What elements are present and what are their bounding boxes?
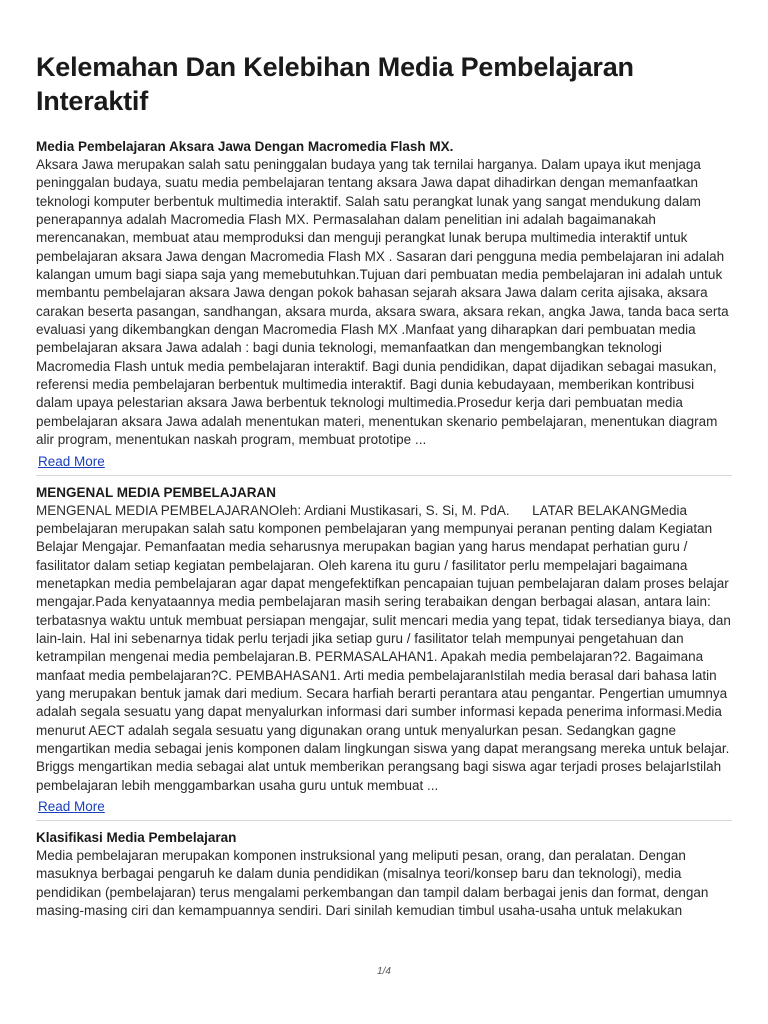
document-page	[36, 50, 732, 928]
page-number: 1/4	[377, 966, 391, 977]
article-heading: MENGENAL MEDIA PEMBELAJARAN	[36, 484, 277, 500]
article-body: MENGENAL MEDIA PEMBELAJARANOleh: Ardiani Mustikasari, S. Si, M. PdA. LATAR BELAKANGMedia pembelajaran merupakan salah satu komponen pembelajaran yang mempunyai peranan penting dalam Kegiatan Belajar Mengajar. Pemanfaatan media seharusnya merupakan bagian yang harus mendapat perhatian guru / fasilitator dalam setiap kegiatan pembelajaran. Oleh karena itu guru / fasilitator perlu mempelajari bagaimana menetapkan media pembelajaran agar dapat mengefektifkan pencapaian tujuan pembelajaran dalam proses belajar mengajar.Pada kenyataannya media pembelajaran masih sering terabaikan dengan berbagai alasan, antara lain: terbatasnya waktu untuk membuat persiapan mengajar, sulit mencari media yang tepat, tidak tersedianya biaya, dan lain-lain. Hal ini sebenarnya tidak perlu terjadi jika setiap guru / fasilitator telah mempunyai pengetahuan dan ketrampilan mengenai media pembelajaran.B. PERMASALAHAN1. Apakah media pembelajaran?2. Bagaimana manfaat media pembelajaran?C. PEMBAHASAN1. Arti media pembelajaranIstilah media berasal dari bahasa latin yang merupakan bentuk jamak dari medium. Secara harfiah berarti perantara atau pengantar. Pengertian umumnya adalah segala sesuatu yang dapat menyalurkan informasi dari sumber informasi kepada penerima informasi.Media menurut AECT adalah segala sesuatu yang digunakan orang untuk menyalurkan pesan. Sedangkan gagne mengartikan media sebagai jenis komponen dalam lingkungan siswa yang dapat merangsang mereka untuk belajar. Briggs mengartikan media sebagai alat untuk memberikan perangsang bagi siswa agar terjadi proses belajarIstilah pembelajaran lebih menggambarkan usaha guru untuk membuat ...	[36, 502, 731, 793]
article-item	[36, 138, 732, 476]
article-body: Media pembelajaran merupakan komponen instruksional yang meliputi pesan, orang, dan peralatan. Dengan masuknya berbagai pengaruh ke dalam dunia pendidikan (misalnya teori/konsep baru dan teknologi), media pendidikan (pembelajaran) terus mengalami perkembangan dan tampil dalam berbagai jenis dan format, dengan masing-masing ciri dan kemampuannya sendiri. Dari sinilah kemudian timbul usaha-usaha untuk melakukan	[36, 848, 709, 919]
page-title: Kelemahan Dan Kelebihan Media Pembelajaran Interaktif	[36, 52, 634, 116]
article-body: Aksara Jawa merupakan salah satu peninggalan budaya yang tak ternilai harganya. Dalam upaya ikut menjaga peninggalan budaya, suatu media pembelajaran tentang aksara Jawa dapat dihadirkan dengan memanfaatkan teknologi komputer berbentuk multimedia interaktif. Salah satu perangkat lunak yang sangat mendukung dalam penerapannya adalah Macromedia Flash MX. Permasalahan dalam penelitian ini adalah bagaimanakah merencanakan, membuat atau memproduksi dan menguji perangkat lunak berupa multimedia interaktif untuk pembelajaran aksara Jawa dengan Macromedia Flash MX . Sasaran dari pengguna media pembelajaran ini adalah kalangan umum bagi siapa saja yang memebutuhkan.Tujuan dari pembuatan media pembelajaran ini adalah untuk membantu pembelajaran aksara Jawa dengan pokok bahasan sejarah aksara Jawa dalam cerita ajisaka, aksara carakan beserta pasangan, sandhangan, aksara murda, aksara swara, aksara rekan, angka Jawa, tanda baca serta evaluasi yang dikembangkan dengan Macromedia Flash MX .Manfaat yang diharapkan dari pembuatan media pembelajaran aksara Jawa adalah : bagi dunia teknologi, memanfaatkan dan mengembangkan teknologi Macromedia Flash untuk media pembelajaran interaktif. Bagi dunia pendidikan, dapat dijadikan sebagai masukan, referensi media pembelajaran berbentuk multimedia interaktif. Bagi dunia kebudayaan, memberikan kontribusi dalam upaya pelestarian aksara Jawa berbentuk teknologi multimedia.Prosedur kerja dari pembuatan media pembelajaran aksara Jawa adalah menentukan materi, menentukan skenario pembelajaran, menentukan diagram alir program, menentukan naskah program, membuat prototipe ...	[36, 157, 729, 448]
article-item	[36, 829, 732, 920]
read-more-link[interactable]: Read More	[38, 799, 105, 814]
article-item	[36, 484, 732, 822]
article-heading: Klasifikasi Media Pembelajaran	[36, 830, 237, 845]
read-more-link[interactable]: Read More	[38, 453, 105, 469]
article-heading: Media Pembelajaran Aksara Jawa Dengan Macromedia Flash MX.	[36, 139, 454, 154]
